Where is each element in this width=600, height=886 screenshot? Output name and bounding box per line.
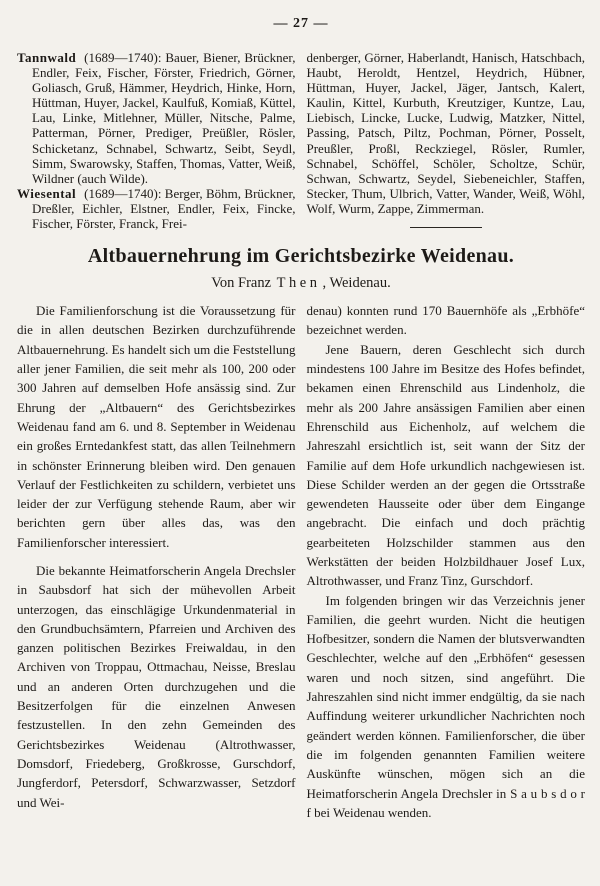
name-list-section bbox=[17, 50, 585, 231]
body-left-column bbox=[17, 301, 296, 822]
paragraph-research: Die bekannte Heimatforscherin Angela Drechsler in Saubsdorf hat sich der mühevollen Arbeit unterzogen, das einschlägige Urkundenmaterial in den Grundbuchsämtern, Pfarreien und Archiven des ganzen politischen Bezirkes Freiwaldau, in den Archiven von Troppau, Ottmachau, Neisse, Breslau und an anderen Orten durchzugehen und die Besitzerfolgen für die einzelnen Anwesen festzustellen. In den zehn Gemeinden des Gerichtsbezirkes Weidenau (Altrothwasser, Domsdorf, Friedeberg, Großkrosse, Gurschdorf, Jungferdorf, Petersdorf, Schwarzwasser, Setzdorf und Wei- bbox=[17, 562, 296, 810]
list-entry-wiesental bbox=[17, 186, 296, 231]
list-continuation: denberger, Görner, Haberlandt, Hanisch, Hatschbach, Haubt, Heroldt, Hentzel, Heydrich, Hübner, Hüttman, Huyer, Jackel, Jäger, Jantsch, Kalert, Kaulin, Kittel, Kurbuth, Kreutziger, Kuntze, Lau, Liebisch, Lincke, Lucke, Ludwig, Matzker, Nittel, Passing, Patsch, Piltz, Pochman, Pörner, Posselt, Preußler, Proßl, Reckziegel, Rösler, Rumler, Schnabel, Schöffel, Schöler, Scholtze, Schür, Schwan, Schwartz, Seydel, Siebeneichler, Staffen, Stecker, Thum, Ulbrich, Vatter, Wander, Weiß, Wöhl, Wolf, Wurm, Zappe, Zimmerman. bbox=[306, 50, 585, 216]
byline-suffix: , Weidenau. bbox=[322, 275, 391, 292]
paragraph-verzeichnis: Im folgenden bringen wir das Verzeichnis jener Familien, die geehrt wurden. Nicht die heutigen Hofbesitzer, sondern die Namen der blutsverwandten Geschlechter, welche auf den „Erbhöfen“ gesessen waren und noch sitzen, sind angeführt. Die Jahreszahlen sind nicht immer endgültig, da sie nach Auffindung weiterer urkundlicher Nachrichten noch geändert werden können. Familienforscher, die über die im folgenden genannten Familien weitere Auskünfte wünschen, mögen sich an die Heimatforscherin Angela Drechsler in S a u b s d o r f bei Weidenau wenden. bbox=[306, 592, 585, 820]
paragraph-continuation: denau) konnten rund 170 Bauernhöfe als „Erbhöfe“ bezeichnet werden. bbox=[306, 303, 585, 338]
entry-names-wiesental: (1689—1740): Berger, Böhm, Brückner, Dreßler, Eichler, Elstner, Endler, Feix, Fincke, Fischer, Förster, Franck, Frei- bbox=[32, 185, 296, 232]
byline-prefix: Von Franz bbox=[211, 275, 272, 292]
article-title: Altbauernehrung im Gerichtsbezirke Weidenau. bbox=[87, 245, 515, 268]
section-divider bbox=[410, 227, 482, 228]
place-name-wiesental: Wiesental bbox=[17, 185, 77, 201]
list-entry-tannwald bbox=[17, 50, 296, 186]
page-number: — 27 — bbox=[273, 16, 329, 31]
name-list-right-column bbox=[307, 50, 586, 231]
body-right-column bbox=[307, 301, 586, 822]
place-name-tannwald: Tannwald bbox=[17, 50, 77, 65]
article-byline bbox=[17, 275, 585, 292]
article-body bbox=[17, 301, 585, 822]
byline-author-name: Then bbox=[276, 275, 321, 292]
paragraph-intro: Die Familienforschung ist die Voraussetzung für die in allen deutschen Bezirken durchzuführende Altbauernehrung. Es handelt sich um die Feststellung aller jener Familien, die seit mehr als 100, 200 oder 300 Jahren auf demselben Hofe ansässig sind. Zur Ehrung der „Altbauern“ des Gerichtsbezirkes Weidenau fand am 6. und 8. September in Weidenau ein großes Erntedankfest statt, das allen Teilnehmern in schönster Erinnerung bleiben wird. Den genauen Verlauf der Festlichkeiten zu schildern, verbietet uns leider der zur Verfügung stehende Raum, aber wir berichten gern über alles das, was den Familienforscher interessiert. bbox=[17, 303, 296, 550]
entry-names-tannwald: (1689—1740): Bauer, Biener, Brückner, Endler, Feix, Fischer, Förster, Friedrich, Görner, Goliasch, Gruß, Hämmer, Heydrich, Hinke, Horn, Hüttman, Huyer, Jackel, Kaulfuß, Komiaß, Küttel, Lau, Linke, Mitlehner, Müller, Nitsche, Palme, Patterman, Pörner, Prediger, Preüßler, Rösler, Schicketanz, Schnabel, Schwartz, Seibt, Seydl, Simm, Swarowsky, Staffen, Thomas, Vatter, Weiß, Wildner (auch Wilde). bbox=[32, 50, 296, 186]
name-list-left-column bbox=[17, 50, 296, 231]
paragraph-ehrenschild: Jene Bauern, deren Geschlecht sich durch mindestens 100 Jahre im Besitze des Hofes befindet, bekamen einen Ehrenschild aus Lindenholz, die mehr als 200 Jahre ansässigen Familien aber einen Ehrenschild aus Eichenholz, auf welchem die Jahreszahl ersichtlich ist, seit wann der Sitz der Familie auf dem Hofe urkundlich nachgewiesen ist. Diese Schilder werden an der gegen die Ortsstraße gewendeten Hausseite oder über dem Eingange angebracht. Die einfach und doch prächtig gearbeiteten Holzschilder stammen aus den Werkstätten der beiden Holzbildhauer Josef Lux, Altrothwasser, und Franz Tinz, Gurschdorf. bbox=[306, 341, 585, 589]
